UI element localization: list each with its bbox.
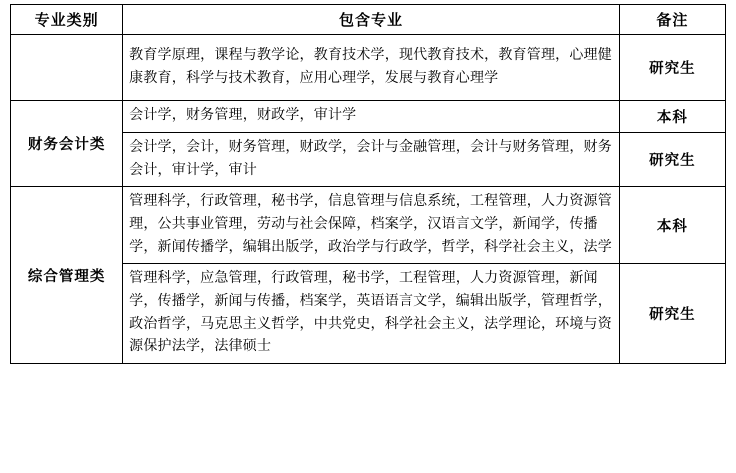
table-row [11,101,726,133]
cell-majors: 会计学，财务管理，财政学，审计学 [123,101,620,133]
table-header-row [11,5,726,35]
cell-majors: 管理科学，行政管理，秘书学，信息管理与信息系统，工程管理，人力资源管理，公共事业管理，劳动与社会保障，档案学，汉语言文学，新闻学，传播学，新闻传播学，编辑出版学，政治学与行政学，哲学，科学社会主义，法学 [123,187,620,264]
column-header-note: 备注 [619,5,725,35]
cell-note: 本科 [619,187,725,264]
cell-note: 研究生 [619,35,725,101]
cell-majors: 管理科学，应急管理，行政管理，秘书学，工程管理，人力资源管理，新闻学，传播学，新闻与传播，档案学，英语语言文学，编辑出版学，管理哲学，政治哲学，马克思主义哲学，中共党史，科学社会主义，法学理论，环境与资源保护法学，法律硕士 [123,264,620,364]
table-header [11,5,726,35]
table-row [11,187,726,264]
cell-majors: 会计学，会计，财务管理，财政学，会计与金融管理，会计与财务管理，财务会计，审计学，审计 [123,133,620,187]
cell-note: 研究生 [619,264,725,364]
column-header-category: 专业类别 [11,5,123,35]
cell-note: 研究生 [619,133,725,187]
cell-category [11,35,123,101]
cell-note: 本科 [619,101,725,133]
table-body [11,35,726,364]
cell-category: 综合管理类 [11,187,123,364]
cell-majors: 教育学原理，课程与教学论，教育技术学，现代教育技术，教育管理，心理健康教育，科学与技术教育，应用心理学，发展与教育心理学 [123,35,620,101]
column-header-majors: 包含专业 [123,5,620,35]
major-category-table [10,4,726,364]
cell-category: 财务会计类 [11,101,123,187]
table-row [11,35,726,101]
